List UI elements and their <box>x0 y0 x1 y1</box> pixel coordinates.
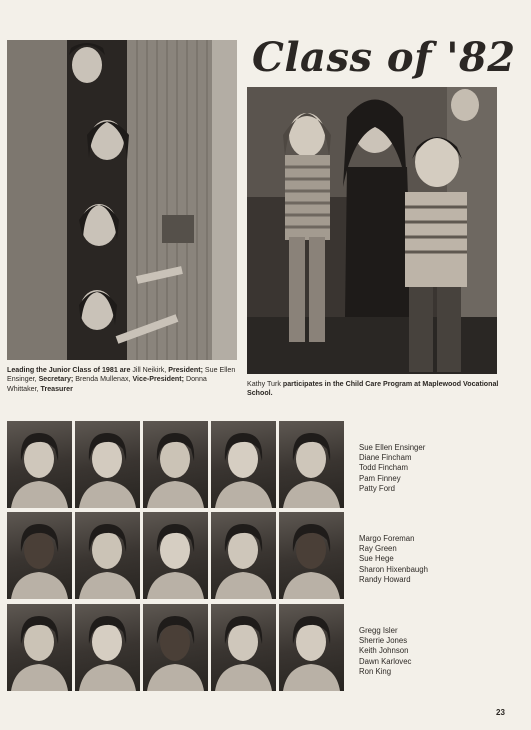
caption-name: Kathy Turk <box>247 380 283 388</box>
student-name: Keith Johnson <box>359 646 409 656</box>
student-name: Sherrie Jones <box>359 636 408 646</box>
student-portrait <box>211 512 276 599</box>
caption-name: Sue Ellen Ensinger, <box>7 366 236 384</box>
caption-role: Treasurer <box>40 384 73 393</box>
name-list-row-3 <box>359 626 411 677</box>
caption-name: Brenda Mullenax, <box>73 375 133 384</box>
caption-name: Jill Neikirk, <box>130 366 169 374</box>
student-name: Dawn Karlovec <box>359 656 412 666</box>
student-name: Pam Finney <box>359 473 401 483</box>
student-name: Ray Green <box>359 544 397 554</box>
student-name: Ron King <box>359 666 392 676</box>
caption-role: Vice-President; <box>132 375 184 384</box>
student-portrait <box>143 604 208 691</box>
student-name: Sharon Hixenbaugh <box>359 564 428 574</box>
student-name: Sue Hege <box>359 554 394 564</box>
student-name: Patty Ford <box>359 483 395 493</box>
student-portrait <box>7 604 72 691</box>
student-portrait <box>279 421 344 508</box>
caption-name: Donna Whittaker, <box>7 375 207 393</box>
student-portrait <box>75 604 140 691</box>
student-portrait <box>279 512 344 599</box>
student-name: Gregg Isler <box>359 626 398 635</box>
student-name: Sue Ellen Ensinger <box>359 443 426 452</box>
student-portrait <box>7 512 72 599</box>
student-name: Diane Fincham <box>359 453 412 463</box>
student-name: Todd Fincham <box>359 463 408 473</box>
student-portrait <box>7 421 72 508</box>
name-list-row-1 <box>359 443 425 494</box>
childcare-caption <box>247 380 499 399</box>
student-portrait <box>279 604 344 691</box>
caption-role: President; <box>168 366 203 374</box>
student-portrait <box>75 512 140 599</box>
student-name: Margo Foreman <box>359 534 415 543</box>
name-list-row-2 <box>359 534 428 585</box>
junior-officers-photo <box>7 40 237 360</box>
page-number: 23 <box>496 708 505 717</box>
student-portrait <box>75 421 140 508</box>
caption-lead: Leading the Junior Class of 1981 are <box>7 366 131 374</box>
student-portrait <box>143 421 208 508</box>
child-care-photo <box>247 87 497 374</box>
officers-caption <box>7 366 239 394</box>
caption-text: participates in the Child Care Program at Maplewood Vocational School. <box>247 380 499 398</box>
student-portrait <box>211 421 276 508</box>
student-portrait <box>143 512 208 599</box>
page-title: Class of '82 <box>252 34 516 81</box>
student-name: Randy Howard <box>359 574 411 584</box>
student-portrait <box>211 604 276 691</box>
caption-role: Secretary; <box>38 375 74 384</box>
